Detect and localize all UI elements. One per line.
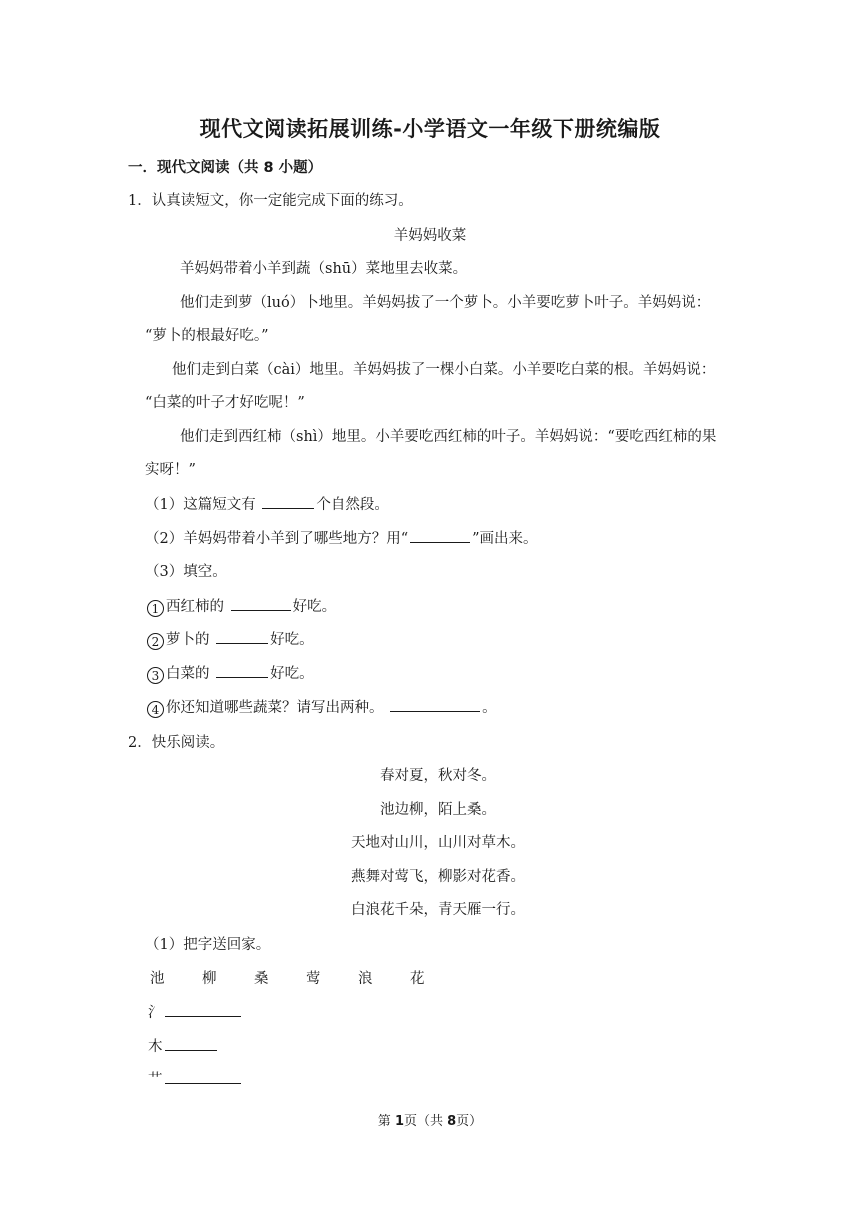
fill-item-1 (147, 596, 336, 617)
poem-line-2: 池边柳，陌上桑。 (380, 802, 496, 818)
story-paragraph-4-line-1: 他们走到西红柿（shì）地里。小羊要吃西红柿的叶子。羊妈妈说：“要吃西红柿的果 (180, 429, 717, 445)
fill-item-text: 你还知道哪些蔬菜？请写出两种。 (166, 700, 389, 716)
footer-suffix: 页） (456, 1114, 483, 1129)
answer-blank[interactable] (262, 494, 314, 509)
q1-sub1 (145, 494, 389, 515)
section-heading: 一．现代文阅读（共 8 小题） (128, 160, 323, 176)
underline-sample (410, 528, 470, 543)
story-paragraph-4-line-2: 实呀！” (145, 462, 196, 478)
q1-sub3: （3）填空。 (145, 564, 227, 580)
character: 池 (150, 971, 165, 987)
character-row (150, 969, 462, 989)
story-paragraph-3-line-1: 他们走到白菜（cài）地里。羊妈妈拔了一棵小白菜。小羊要吃白菜的根。羊妈妈说： (172, 362, 716, 378)
radical: 艹 (148, 1072, 163, 1088)
poem-line-1: 春对夏，秋对冬。 (380, 768, 496, 784)
document-title: 现代文阅读拓展训练-小学语文一年级下册统编版 (199, 117, 661, 141)
radical-row-grass (148, 1069, 243, 1090)
answer-blank[interactable] (216, 663, 268, 678)
q1-sub2-text: （2）羊妈妈带着小羊到了哪些地方？用“ (145, 531, 409, 547)
fill-item-text: 西红柿的 (166, 599, 229, 615)
q2-prompt: 2．快乐阅读。 (128, 735, 225, 751)
radical-row-wood (148, 1036, 219, 1057)
answer-blank[interactable] (390, 697, 480, 712)
answer-blank[interactable] (165, 1036, 217, 1051)
radical: 木 (148, 1039, 163, 1055)
answer-blank[interactable] (216, 629, 268, 644)
footer-prefix: 第 (377, 1114, 395, 1129)
fill-item-suffix: 好吃。 (292, 599, 337, 615)
fill-item-4 (147, 697, 497, 718)
fill-item-text: 白菜的 (166, 666, 215, 682)
poem-line-5: 白浪花千朵，青天雁一行。 (351, 902, 525, 918)
q1-sub1-suffix: 个自然段。 (316, 497, 389, 513)
character: 浪 (358, 971, 373, 987)
q1-sub2 (145, 528, 538, 549)
circled-number: 2 (147, 633, 164, 650)
answer-blank[interactable] (231, 596, 291, 611)
circled-number: 4 (147, 701, 164, 718)
fill-item-2 (147, 629, 314, 650)
story-paragraph-1: 羊妈妈带着小羊到蔬（shū）菜地里去收菜。 (180, 261, 468, 277)
q1-prompt: 1．认真读短文，你一定能完成下面的练习。 (128, 193, 413, 209)
page-footer (0, 1110, 860, 1129)
fill-item-text: 萝卜的 (166, 632, 215, 648)
page-total: 8 (447, 1114, 457, 1129)
poem-line-3: 天地对山川，山川对草木。 (351, 835, 525, 851)
footer-mid: 页（共 (403, 1114, 448, 1129)
poem-line-4: 燕舞对莺飞，柳影对花香。 (351, 869, 525, 885)
page-number: 1 (394, 1114, 404, 1129)
story-paragraph-2-line-2: “萝卜的根最好吃。” (145, 328, 269, 344)
q1-sub2-suffix: ”画出来。 (472, 531, 538, 547)
character: 桑 (254, 971, 269, 987)
story-title: 羊妈妈收菜 (393, 228, 467, 244)
circled-number: 1 (147, 600, 164, 617)
fill-item-suffix: 好吃。 (270, 666, 314, 682)
character: 柳 (202, 971, 217, 987)
q1-sub1-text: （1）这篇短文有 (145, 497, 261, 513)
story-paragraph-2-line-1: 他们走到萝（luó）卜地里。羊妈妈拔了一个萝卜。小羊要吃萝卜叶子。羊妈妈说： (180, 295, 711, 311)
fill-item-3 (147, 663, 314, 684)
character: 花 (410, 971, 425, 987)
fill-item-suffix: 好吃。 (270, 632, 314, 648)
circled-number: 3 (147, 667, 164, 684)
radical-row-water (148, 1002, 243, 1023)
fill-item-suffix: 。 (482, 700, 497, 716)
character: 莺 (306, 971, 321, 987)
answer-blank[interactable] (165, 1069, 241, 1084)
story-paragraph-3-line-2: “白菜的叶子才好吃呢！” (145, 395, 305, 411)
answer-blank[interactable] (165, 1002, 241, 1017)
q2-sub1: （1）把字送回家。 (145, 937, 271, 953)
radical: 氵 (148, 1005, 163, 1021)
